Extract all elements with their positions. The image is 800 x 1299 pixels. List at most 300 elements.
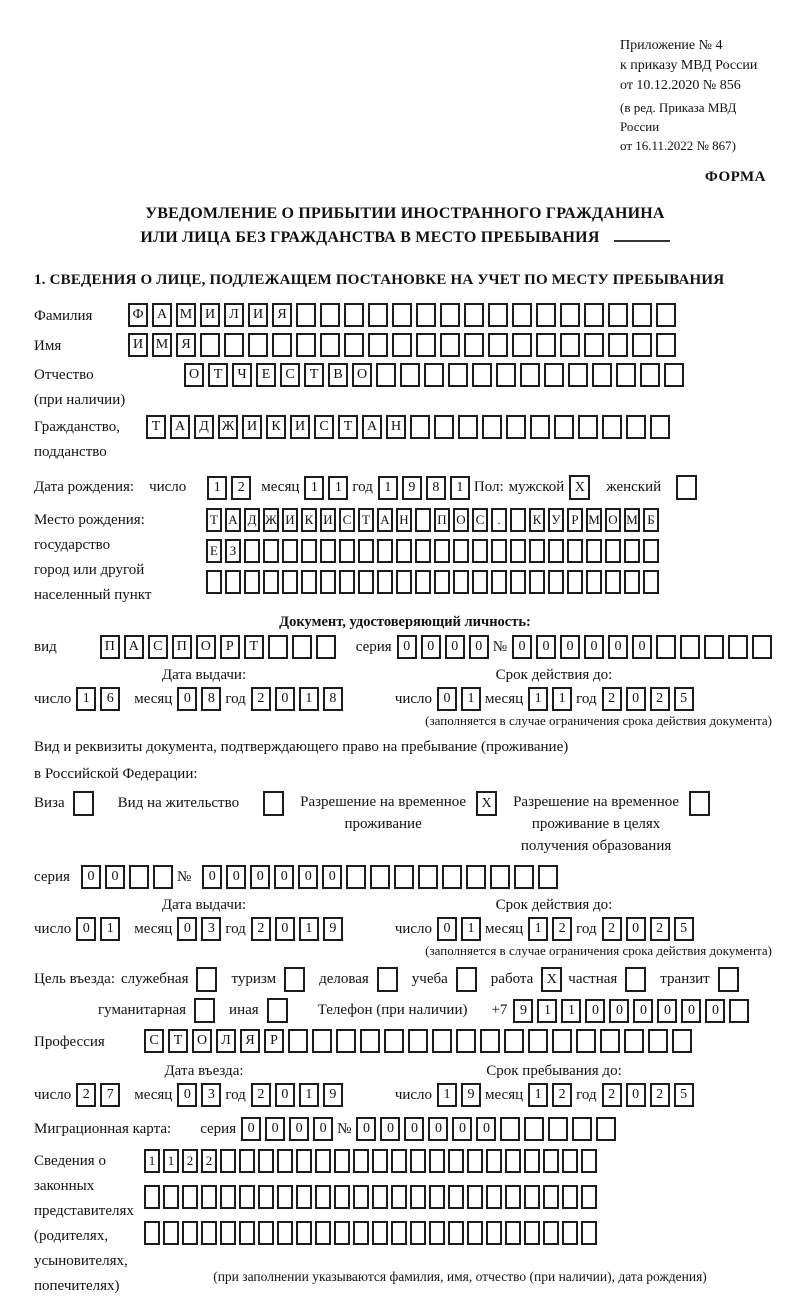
form-cell[interactable]: П (100, 635, 120, 659)
form-cell[interactable] (410, 415, 430, 439)
form-cell[interactable]: 0 (356, 1117, 376, 1141)
form-cell[interactable]: 2 (650, 917, 670, 941)
form-cell[interactable]: С (148, 635, 168, 659)
purpose-official-checkbox[interactable] (196, 967, 217, 992)
form-cell[interactable] (182, 1221, 198, 1245)
form-cell[interactable] (424, 363, 444, 387)
form-cell[interactable] (248, 333, 268, 357)
form-cell[interactable]: 0 (437, 687, 457, 711)
form-cell[interactable] (429, 1185, 445, 1209)
form-cell[interactable]: 5 (674, 687, 694, 711)
form-cell[interactable] (529, 570, 545, 594)
form-cell[interactable] (244, 539, 260, 563)
form-cell[interactable] (301, 539, 317, 563)
form-cell[interactable] (282, 539, 298, 563)
form-cell[interactable] (144, 1221, 160, 1245)
form-cell[interactable]: 1 (144, 1149, 160, 1173)
form-cell[interactable]: 9 (323, 917, 343, 941)
form-cell[interactable] (353, 1221, 369, 1245)
form-cell[interactable] (429, 1221, 445, 1245)
form-cell[interactable]: И (128, 333, 148, 357)
form-cell[interactable] (258, 1221, 274, 1245)
form-cell[interactable] (586, 539, 602, 563)
form-cell[interactable]: 5 (674, 1083, 694, 1107)
form-cell[interactable]: 0 (476, 1117, 496, 1141)
form-cell[interactable]: 0 (428, 1117, 448, 1141)
form-cell[interactable] (524, 1185, 540, 1209)
form-cell[interactable] (144, 1185, 160, 1209)
form-cell[interactable]: 0 (609, 999, 629, 1023)
form-cell[interactable] (296, 333, 316, 357)
form-cell[interactable] (268, 635, 288, 659)
form-cell[interactable]: 0 (626, 687, 646, 711)
form-cell[interactable]: И (290, 415, 310, 439)
form-cell[interactable]: В (328, 363, 348, 387)
form-cell[interactable] (548, 570, 564, 594)
form-cell[interactable]: 0 (705, 999, 725, 1023)
form-cell[interactable]: М (152, 333, 172, 357)
form-cell[interactable] (394, 865, 414, 889)
form-cell[interactable]: Е (256, 363, 276, 387)
form-cell[interactable]: 1 (461, 687, 481, 711)
form-cell[interactable]: 1 (561, 999, 581, 1023)
form-cell[interactable] (400, 363, 420, 387)
form-cell[interactable] (488, 303, 508, 327)
form-cell[interactable]: С (314, 415, 334, 439)
form-cell[interactable]: 0 (397, 635, 417, 659)
form-cell[interactable] (344, 303, 364, 327)
form-cell[interactable]: 8 (201, 687, 221, 711)
form-cell[interactable] (442, 865, 462, 889)
form-cell[interactable] (506, 415, 526, 439)
form-cell[interactable] (396, 570, 412, 594)
form-cell[interactable]: 2 (251, 917, 271, 941)
form-cell[interactable] (453, 539, 469, 563)
form-cell[interactable] (568, 363, 588, 387)
form-cell[interactable] (334, 1185, 350, 1209)
form-cell[interactable] (664, 363, 684, 387)
form-cell[interactable]: 0 (81, 865, 101, 889)
form-cell[interactable] (296, 303, 316, 327)
form-cell[interactable]: Я (272, 303, 292, 327)
form-cell[interactable] (544, 363, 564, 387)
form-cell[interactable] (391, 1185, 407, 1209)
form-cell[interactable]: М (624, 508, 640, 532)
form-cell[interactable] (514, 865, 534, 889)
form-cell[interactable] (586, 570, 602, 594)
form-cell[interactable]: Ж (263, 508, 279, 532)
form-cell[interactable] (448, 1149, 464, 1173)
form-cell[interactable] (376, 363, 396, 387)
form-cell[interactable] (353, 1185, 369, 1209)
form-cell[interactable]: 0 (275, 917, 295, 941)
form-cell[interactable] (643, 570, 659, 594)
form-cell[interactable] (239, 1221, 255, 1245)
form-cell[interactable] (458, 415, 478, 439)
form-cell[interactable]: Т (304, 363, 324, 387)
form-cell[interactable] (334, 1221, 350, 1245)
form-cell[interactable] (320, 570, 336, 594)
form-cell[interactable] (277, 1185, 293, 1209)
form-cell[interactable]: Т (168, 1029, 188, 1053)
form-cell[interactable] (416, 303, 436, 327)
form-cell[interactable] (296, 1185, 312, 1209)
form-cell[interactable] (258, 1149, 274, 1173)
form-cell[interactable] (529, 539, 545, 563)
form-cell[interactable] (536, 303, 556, 327)
form-cell[interactable] (602, 415, 622, 439)
form-cell[interactable] (432, 1029, 452, 1053)
form-cell[interactable]: 0 (322, 865, 342, 889)
form-cell[interactable]: 1 (304, 476, 324, 500)
residence-permit-checkbox[interactable] (263, 791, 284, 816)
form-cell[interactable] (490, 865, 510, 889)
form-cell[interactable] (472, 570, 488, 594)
form-cell[interactable] (312, 1029, 332, 1053)
form-cell[interactable]: 3 (201, 917, 221, 941)
form-cell[interactable] (608, 303, 628, 327)
form-cell[interactable]: 0 (681, 999, 701, 1023)
form-cell[interactable] (656, 635, 676, 659)
form-cell[interactable] (643, 539, 659, 563)
form-cell[interactable] (626, 415, 646, 439)
form-cell[interactable] (201, 1185, 217, 1209)
form-cell[interactable] (391, 1221, 407, 1245)
form-cell[interactable]: 6 (100, 687, 120, 711)
form-cell[interactable] (296, 1221, 312, 1245)
form-cell[interactable] (567, 570, 583, 594)
form-cell[interactable] (584, 333, 604, 357)
form-cell[interactable] (434, 415, 454, 439)
form-cell[interactable] (201, 1221, 217, 1245)
form-cell[interactable]: О (453, 508, 469, 532)
form-cell[interactable] (482, 415, 502, 439)
form-cell[interactable]: Т (358, 508, 374, 532)
form-cell[interactable] (640, 363, 660, 387)
form-cell[interactable]: 0 (177, 917, 197, 941)
form-cell[interactable] (263, 539, 279, 563)
form-cell[interactable]: 0 (469, 635, 489, 659)
form-cell[interactable]: 0 (202, 865, 222, 889)
form-cell[interactable]: А (377, 508, 393, 532)
sex-female-checkbox[interactable] (676, 475, 697, 500)
form-cell[interactable]: И (282, 508, 298, 532)
form-cell[interactable] (512, 303, 532, 327)
form-cell[interactable] (486, 1221, 502, 1245)
form-cell[interactable]: Н (396, 508, 412, 532)
form-cell[interactable]: 1 (299, 917, 319, 941)
form-cell[interactable]: М (176, 303, 196, 327)
form-cell[interactable] (704, 635, 724, 659)
form-cell[interactable] (605, 570, 621, 594)
form-cell[interactable] (392, 333, 412, 357)
form-cell[interactable] (562, 1185, 578, 1209)
form-cell[interactable] (296, 1149, 312, 1173)
form-cell[interactable]: О (184, 363, 204, 387)
form-cell[interactable] (391, 1149, 407, 1173)
form-cell[interactable] (562, 1149, 578, 1173)
form-cell[interactable] (656, 333, 676, 357)
form-cell[interactable] (624, 539, 640, 563)
purpose-other-checkbox[interactable] (267, 998, 288, 1023)
form-cell[interactable]: 7 (100, 1083, 120, 1107)
form-cell[interactable]: 1 (537, 999, 557, 1023)
form-cell[interactable]: 1 (100, 917, 120, 941)
form-cell[interactable] (496, 363, 516, 387)
form-cell[interactable]: Р (220, 635, 240, 659)
purpose-work-checkbox[interactable]: X (541, 967, 562, 992)
sex-male-checkbox[interactable]: X (569, 475, 590, 500)
form-cell[interactable] (536, 333, 556, 357)
form-cell[interactable]: Я (240, 1029, 260, 1053)
form-cell[interactable] (538, 865, 558, 889)
form-cell[interactable] (524, 1117, 544, 1141)
form-cell[interactable]: 0 (560, 635, 580, 659)
form-cell[interactable]: 0 (657, 999, 677, 1023)
form-cell[interactable] (520, 363, 540, 387)
form-cell[interactable] (560, 333, 580, 357)
form-cell[interactable] (346, 865, 366, 889)
form-cell[interactable] (288, 1029, 308, 1053)
form-cell[interactable] (578, 415, 598, 439)
purpose-tourism-checkbox[interactable] (284, 967, 305, 992)
form-cell[interactable]: 0 (585, 999, 605, 1023)
form-cell[interactable]: А (170, 415, 190, 439)
form-cell[interactable] (456, 1029, 476, 1053)
form-cell[interactable]: 2 (602, 687, 622, 711)
form-cell[interactable] (315, 1221, 331, 1245)
form-cell[interactable] (410, 1149, 426, 1173)
form-cell[interactable] (440, 303, 460, 327)
form-cell[interactable]: 0 (265, 1117, 285, 1141)
form-cell[interactable]: И (320, 508, 336, 532)
form-cell[interactable] (543, 1185, 559, 1209)
form-cell[interactable] (448, 1221, 464, 1245)
form-cell[interactable] (728, 635, 748, 659)
form-cell[interactable] (672, 1029, 692, 1053)
form-cell[interactable]: 0 (250, 865, 270, 889)
form-cell[interactable] (225, 570, 241, 594)
form-cell[interactable] (408, 1029, 428, 1053)
visa-checkbox[interactable] (73, 791, 94, 816)
form-cell[interactable]: 0 (584, 635, 604, 659)
form-cell[interactable]: А (124, 635, 144, 659)
form-cell[interactable]: Ж (218, 415, 238, 439)
form-cell[interactable] (244, 570, 260, 594)
form-cell[interactable]: 2 (552, 917, 572, 941)
form-cell[interactable] (353, 1149, 369, 1173)
form-cell[interactable] (344, 333, 364, 357)
form-cell[interactable] (320, 539, 336, 563)
form-cell[interactable]: 1 (328, 476, 348, 500)
form-cell[interactable]: 0 (313, 1117, 333, 1141)
form-cell[interactable] (581, 1185, 597, 1209)
form-cell[interactable]: С (472, 508, 488, 532)
form-cell[interactable]: 1 (299, 1083, 319, 1107)
form-cell[interactable]: 2 (182, 1149, 198, 1173)
form-cell[interactable]: Ч (232, 363, 252, 387)
form-cell[interactable] (358, 539, 374, 563)
form-cell[interactable]: 0 (445, 635, 465, 659)
form-cell[interactable]: П (434, 508, 450, 532)
form-cell[interactable]: Я (176, 333, 196, 357)
form-cell[interactable] (415, 508, 431, 532)
form-cell[interactable] (384, 1029, 404, 1053)
form-cell[interactable]: 1 (528, 917, 548, 941)
form-cell[interactable] (596, 1117, 616, 1141)
form-cell[interactable]: 0 (274, 865, 294, 889)
form-cell[interactable]: 0 (289, 1117, 309, 1141)
form-cell[interactable] (560, 303, 580, 327)
form-cell[interactable] (632, 333, 652, 357)
form-cell[interactable] (605, 539, 621, 563)
form-cell[interactable]: 1 (450, 476, 470, 500)
form-cell[interactable]: 9 (513, 999, 533, 1023)
form-cell[interactable] (370, 865, 390, 889)
form-cell[interactable] (572, 1117, 592, 1141)
form-cell[interactable] (339, 570, 355, 594)
form-cell[interactable] (153, 865, 173, 889)
form-cell[interactable]: З (225, 539, 241, 563)
form-cell[interactable]: 0 (626, 917, 646, 941)
form-cell[interactable] (624, 570, 640, 594)
form-cell[interactable] (562, 1221, 578, 1245)
form-cell[interactable]: Д (194, 415, 214, 439)
form-cell[interactable]: Т (206, 508, 222, 532)
form-cell[interactable]: 0 (275, 687, 295, 711)
form-cell[interactable]: 2 (602, 917, 622, 941)
form-cell[interactable]: 1 (378, 476, 398, 500)
form-cell[interactable] (239, 1185, 255, 1209)
temp-residence-edu-checkbox[interactable] (689, 791, 710, 816)
form-cell[interactable] (372, 1149, 388, 1173)
form-cell[interactable] (396, 539, 412, 563)
form-cell[interactable]: 9 (461, 1083, 481, 1107)
form-cell[interactable]: И (242, 415, 262, 439)
form-cell[interactable] (567, 539, 583, 563)
form-cell[interactable]: А (225, 508, 241, 532)
form-cell[interactable]: 3 (201, 1083, 221, 1107)
form-cell[interactable] (372, 1221, 388, 1245)
form-cell[interactable]: О (352, 363, 372, 387)
form-cell[interactable] (472, 363, 492, 387)
form-cell[interactable]: 1 (528, 687, 548, 711)
form-cell[interactable]: С (280, 363, 300, 387)
form-cell[interactable] (258, 1185, 274, 1209)
form-cell[interactable]: Р (264, 1029, 284, 1053)
form-cell[interactable] (292, 635, 312, 659)
form-cell[interactable] (440, 333, 460, 357)
form-cell[interactable] (530, 415, 550, 439)
form-cell[interactable] (486, 1149, 502, 1173)
form-cell[interactable] (600, 1029, 620, 1053)
form-cell[interactable]: 2 (201, 1149, 217, 1173)
form-cell[interactable] (415, 570, 431, 594)
form-cell[interactable]: 2 (251, 687, 271, 711)
form-cell[interactable] (648, 1029, 668, 1053)
form-cell[interactable] (224, 333, 244, 357)
form-cell[interactable]: 0 (380, 1117, 400, 1141)
form-cell[interactable]: 0 (421, 635, 441, 659)
form-cell[interactable]: Д (244, 508, 260, 532)
form-cell[interactable] (552, 1029, 572, 1053)
form-cell[interactable] (505, 1149, 521, 1173)
form-cell[interactable]: 1 (76, 687, 96, 711)
form-cell[interactable] (315, 1149, 331, 1173)
form-cell[interactable]: К (529, 508, 545, 532)
form-cell[interactable] (220, 1149, 236, 1173)
form-cell[interactable]: 0 (226, 865, 246, 889)
form-cell[interactable] (129, 865, 149, 889)
form-cell[interactable] (584, 303, 604, 327)
form-cell[interactable]: 1 (299, 687, 319, 711)
form-cell[interactable]: 0 (76, 917, 96, 941)
form-cell[interactable] (182, 1185, 198, 1209)
form-cell[interactable]: А (362, 415, 382, 439)
form-cell[interactable] (277, 1149, 293, 1173)
form-cell[interactable] (392, 303, 412, 327)
form-cell[interactable]: Б (643, 508, 659, 532)
form-cell[interactable]: 8 (426, 476, 446, 500)
form-cell[interactable] (434, 539, 450, 563)
form-cell[interactable]: О (605, 508, 621, 532)
form-cell[interactable]: 0 (626, 1083, 646, 1107)
form-cell[interactable]: 2 (552, 1083, 572, 1107)
form-cell[interactable]: 2 (251, 1083, 271, 1107)
form-cell[interactable]: 0 (275, 1083, 295, 1107)
form-cell[interactable] (360, 1029, 380, 1053)
form-cell[interactable] (491, 539, 507, 563)
form-cell[interactable]: 2 (602, 1083, 622, 1107)
form-cell[interactable] (472, 539, 488, 563)
form-cell[interactable]: 2 (650, 1083, 670, 1107)
form-cell[interactable]: 0 (632, 635, 652, 659)
form-cell[interactable] (632, 303, 652, 327)
temp-residence-checkbox[interactable]: X (476, 791, 497, 816)
form-cell[interactable] (729, 999, 749, 1023)
form-cell[interactable]: 1 (163, 1149, 179, 1173)
form-cell[interactable] (410, 1185, 426, 1209)
form-cell[interactable] (624, 1029, 644, 1053)
form-cell[interactable]: 9 (402, 476, 422, 500)
form-cell[interactable]: 2 (231, 476, 251, 500)
form-cell[interactable]: 1 (461, 917, 481, 941)
form-cell[interactable] (368, 333, 388, 357)
form-cell[interactable] (548, 539, 564, 563)
form-cell[interactable] (220, 1185, 236, 1209)
form-cell[interactable]: 2 (650, 687, 670, 711)
form-cell[interactable]: К (301, 508, 317, 532)
form-cell[interactable] (505, 1221, 521, 1245)
form-cell[interactable] (505, 1185, 521, 1209)
form-cell[interactable] (320, 333, 340, 357)
form-cell[interactable] (301, 570, 317, 594)
form-cell[interactable] (466, 865, 486, 889)
form-cell[interactable] (581, 1149, 597, 1173)
form-cell[interactable] (163, 1185, 179, 1209)
form-cell[interactable] (543, 1221, 559, 1245)
form-cell[interactable] (486, 1185, 502, 1209)
purpose-private-checkbox[interactable] (625, 967, 646, 992)
form-cell[interactable] (448, 363, 468, 387)
purpose-business-checkbox[interactable] (377, 967, 398, 992)
form-cell[interactable]: 9 (323, 1083, 343, 1107)
form-cell[interactable]: 1 (528, 1083, 548, 1107)
form-cell[interactable] (752, 635, 772, 659)
form-cell[interactable]: К (266, 415, 286, 439)
form-cell[interactable] (277, 1221, 293, 1245)
form-cell[interactable] (480, 1029, 500, 1053)
